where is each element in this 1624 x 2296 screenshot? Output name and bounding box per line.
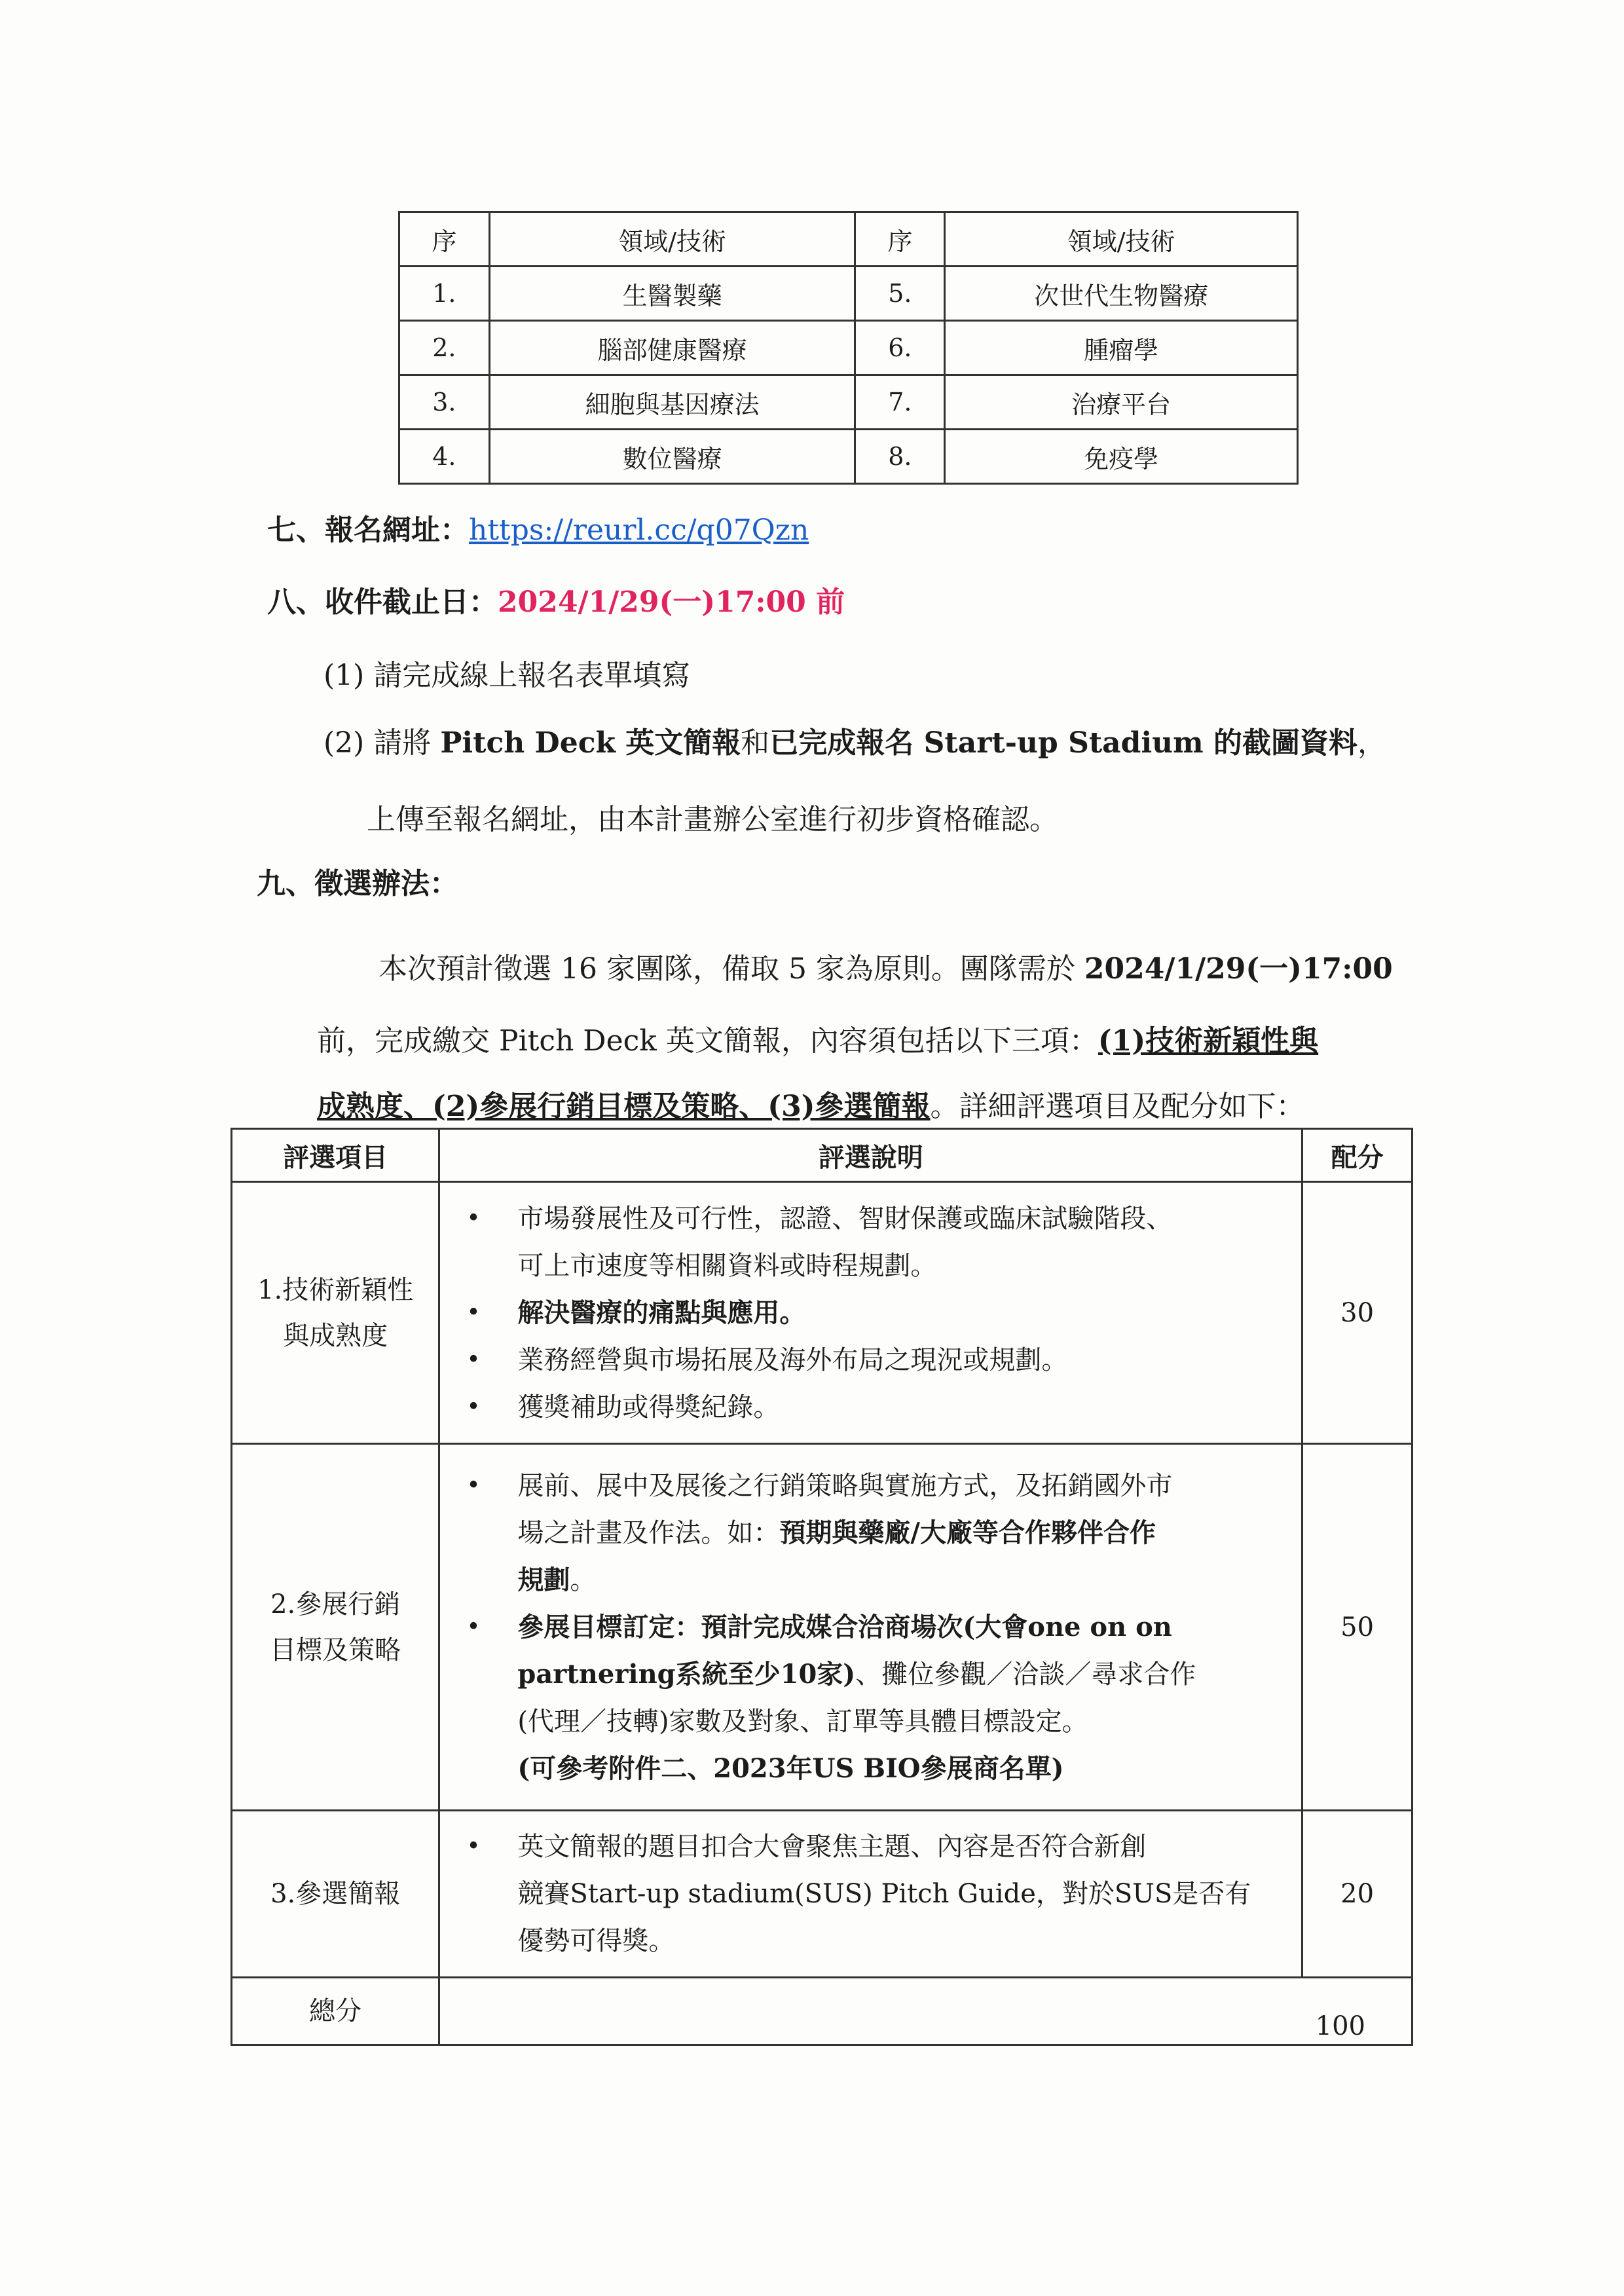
deadline-text: 2024/1/29(一)17:00 前 [498, 585, 845, 619]
scoring-table [231, 1128, 1413, 2046]
registration-link[interactable]: https://reurl.cc/q07Qzn [469, 513, 809, 547]
bullet-text-bold: (可參考附件二、2023年US BIO參展商名單) [517, 1752, 1064, 1784]
section9-para-line2 [317, 1022, 1318, 1061]
scoring-row-1 [232, 1182, 1412, 1444]
section8-item1: (1) 請完成線上報名表單填寫 [323, 659, 691, 692]
bullet-item [466, 1337, 1288, 1384]
criterion-name-line: 2.參展行銷 [270, 1589, 401, 1620]
criterion-description [439, 1444, 1302, 1811]
row-field: 數位醫療 [489, 430, 855, 484]
table-header-row [399, 212, 1298, 267]
criterion-name [232, 1444, 439, 1811]
row-no: 7. [855, 375, 945, 430]
field-table [398, 211, 1299, 485]
item2-bold: Pitch Deck 英文簡報 [440, 726, 741, 760]
criterion-score: 20 [1302, 1811, 1412, 1978]
bullet-text: 、攤位參觀／洽談／尋求合作 [855, 1659, 1196, 1690]
bullet-item [466, 1384, 1288, 1431]
bullet-text: (代理／技轉)家數及對象、訂單等具體目標設定。 [517, 1706, 1088, 1737]
bullet-text-bold: partnering系統至少10家) [517, 1658, 856, 1690]
row-no: 5. [855, 267, 945, 321]
bullet-list [440, 1183, 1301, 1443]
bullet-text: 場之計畫及作法。如： [517, 1517, 780, 1548]
section7-line [267, 511, 809, 550]
bullet-text: 業務經營與市場拓展及海外布局之現況或規劃。 [517, 1344, 1068, 1375]
row-field: 次世代生物醫療 [945, 267, 1298, 321]
section8-item2-line2: 上傳至報名網址，由本計畫辦公室進行初步資格確認。 [367, 803, 1058, 836]
scoring-row-2 [232, 1444, 1412, 1811]
para-bold: 2024/1/29(一)17:00 [1084, 952, 1393, 986]
row-field: 免疫學 [945, 430, 1298, 484]
total-label: 總分 [232, 1978, 439, 2045]
section8-item2 [323, 724, 1386, 763]
header-no: 序 [855, 212, 945, 267]
criterion-name: 3.參選簡報 [232, 1811, 439, 1978]
row-field: 腦部健康醫療 [489, 321, 855, 375]
bullet-text: 。 [570, 1565, 597, 1595]
section9-heading: 九、徵選辦法： [257, 867, 458, 900]
header-field: 領域/技術 [489, 212, 855, 267]
item2-text: ， [1357, 726, 1387, 760]
bullet-item [466, 1462, 1288, 1604]
table-row [399, 430, 1298, 484]
item2-text: (2) 請將 [323, 726, 441, 760]
bullet-text: 市場發展性及可行性，認證、智財保護或臨床試驗階段、 [517, 1203, 1173, 1234]
item2-text: 和 [741, 726, 770, 760]
bullet-item [466, 1604, 1288, 1792]
item2-bold: 已完成報名 Start-up Stadium 的截圖資料 [769, 726, 1358, 760]
section8-line [267, 583, 845, 622]
row-field: 治療平台 [945, 375, 1298, 430]
bullet-item [466, 1823, 1288, 1965]
row-no: 3. [399, 375, 490, 430]
row-no: 1. [399, 267, 490, 321]
bullet-text-bold: 解決醫療的痛點與應用。 [517, 1297, 806, 1328]
row-no: 4. [399, 430, 490, 484]
bullet-item [466, 1289, 1288, 1337]
para-underlined: 成熟度、(2)參展行銷目標及策略、(3)參選簡報 [317, 1090, 931, 1123]
header-field: 領域/技術 [945, 212, 1298, 267]
para-underlined: (1)技術新穎性與 [1098, 1024, 1319, 1058]
bullet-text: 競賽Start-up stadium(SUS) Pitch Guide，對於SUS是否有 [517, 1879, 1251, 1909]
criterion-score: 30 [1302, 1182, 1412, 1444]
table-row [399, 375, 1298, 430]
bullet-text: 展前、展中及展後之行銷策略與實施方式，及拓銷國外市 [517, 1470, 1173, 1501]
total-value: 100 [439, 1978, 1412, 2045]
header-no: 序 [399, 212, 490, 267]
row-field: 腫瘤學 [945, 321, 1298, 375]
row-no: 2. [399, 321, 490, 375]
table-row [399, 321, 1298, 375]
bullet-text: 可上市速度等相關資料或時程規劃。 [517, 1250, 937, 1281]
section7-heading: 七、報名網址： [267, 513, 469, 547]
scoring-row-3 [232, 1811, 1412, 1978]
criterion-description [439, 1182, 1302, 1444]
para-text: 前，完成繳交 Pitch Deck 英文簡報，內容須包括以下三項： [317, 1024, 1098, 1058]
bullet-text: 優勢可得獎。 [517, 1926, 675, 1956]
row-field: 細胞與基因療法 [489, 375, 855, 430]
table-row [399, 267, 1298, 321]
row-field: 生醫製藥 [489, 267, 855, 321]
section9-para-line3 [317, 1087, 1305, 1126]
criterion-description [439, 1811, 1302, 1978]
bullet-list [440, 1811, 1301, 1976]
para-text: 本次預計徵選 16 家團隊，備取 5 家為原則。團隊需於 [378, 952, 1084, 986]
bullet-text: 英文簡報的題目扣合大會聚焦主題、內容是否符合新創 [517, 1832, 1147, 1862]
section8-heading: 八、收件截止日： [267, 585, 498, 619]
bullet-text-bold: 預期與藥廠/大廠等合作夥伴合作 [779, 1517, 1156, 1548]
bullet-item [466, 1195, 1288, 1289]
criterion-name-line: 目標及策略 [270, 1635, 401, 1665]
row-no: 8. [855, 430, 945, 484]
header-description: 評選說明 [439, 1129, 1302, 1182]
bullet-text-bold: 參展目標訂定：預計完成媒合洽商場次(大會one on on [517, 1611, 1172, 1642]
bullet-text: 獲獎補助或得獎紀錄。 [517, 1392, 780, 1422]
criterion-score: 50 [1302, 1444, 1412, 1811]
criterion-name-line: 與成熟度 [283, 1320, 388, 1351]
total-row [232, 1978, 1412, 2045]
scoring-header-row [232, 1129, 1412, 1182]
section9-para-line1 [378, 950, 1393, 989]
header-score: 配分 [1302, 1129, 1412, 1182]
bullet-text-bold: 規劃 [517, 1564, 570, 1595]
bullet-list [440, 1451, 1301, 1804]
para-text: 。詳細評選項目及配分如下： [930, 1090, 1305, 1123]
row-no: 6. [855, 321, 945, 375]
criterion-name-line: 1.技術新穎性 [257, 1274, 414, 1305]
criterion-name [232, 1182, 439, 1444]
header-item: 評選項目 [232, 1129, 439, 1182]
